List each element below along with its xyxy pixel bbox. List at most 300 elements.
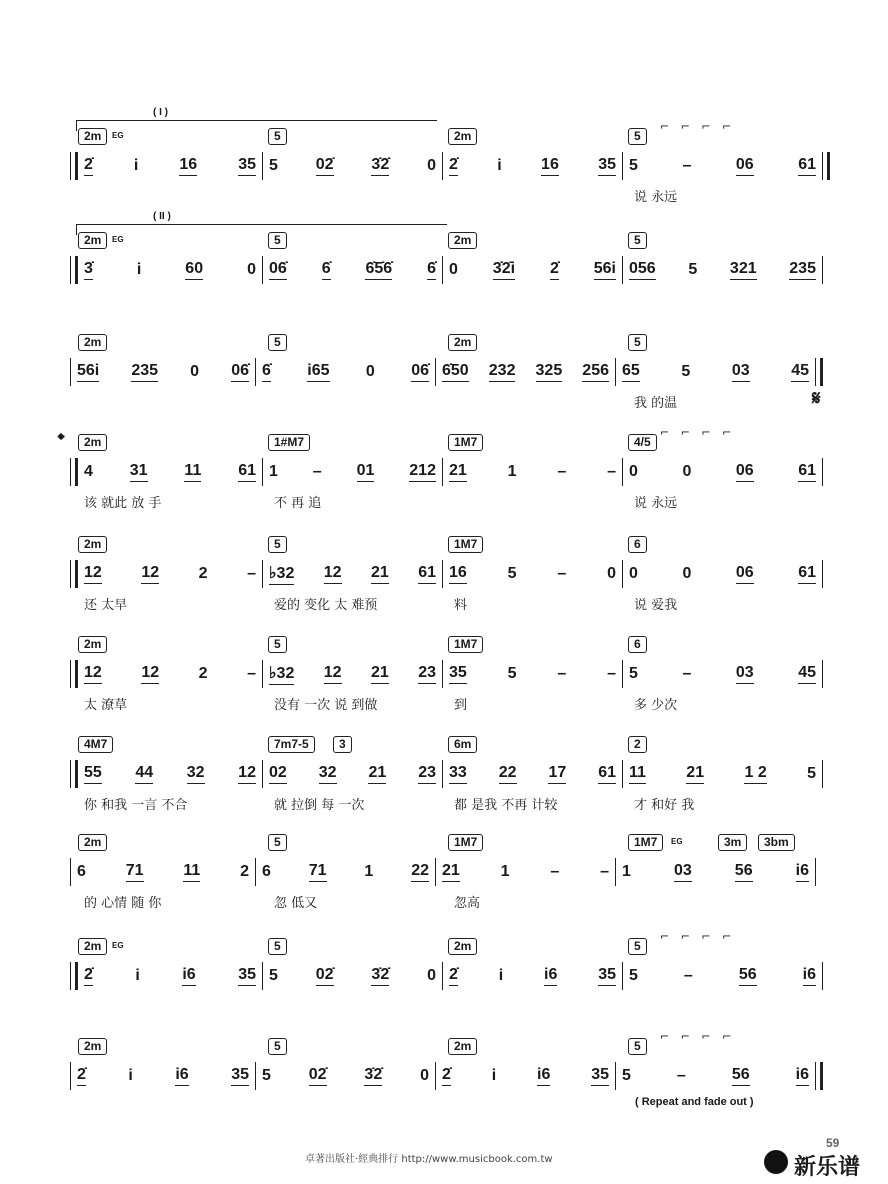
note: i6 [544, 966, 557, 986]
note: 2̇ [550, 260, 559, 280]
measure [442, 458, 622, 486]
measure [622, 560, 822, 588]
chord-symbol: 2m [78, 938, 107, 955]
measure [622, 660, 822, 688]
notes-row [70, 660, 840, 688]
note: 0 [420, 1066, 429, 1084]
notes-row [70, 256, 840, 284]
chord-symbol: 5 [268, 536, 287, 553]
chord-symbol: 2 [628, 736, 647, 753]
chord-symbol: 4M7 [78, 736, 113, 753]
staff-system [58, 426, 840, 526]
note: 01 [357, 462, 375, 482]
measure [442, 760, 622, 788]
lyric-text: 还 太早 [84, 598, 128, 613]
note: ♭32 [269, 563, 294, 585]
note: 35 [238, 156, 256, 176]
chord-symbol: 6 [628, 536, 647, 553]
measure [442, 152, 622, 180]
staff-system [70, 536, 840, 628]
measure [262, 660, 442, 688]
note: 256 [582, 362, 609, 382]
measure [442, 660, 622, 688]
chord-symbol: 2m [448, 232, 477, 249]
measure [255, 1062, 435, 1090]
chord-symbol: 3bm [758, 834, 795, 851]
chord-row [70, 636, 840, 656]
measure [435, 358, 615, 386]
note: 3̇2̇ [371, 156, 389, 176]
note: i [133, 156, 139, 174]
measure [78, 256, 262, 284]
note: – [557, 564, 567, 582]
note: 4 [84, 462, 93, 480]
measure [442, 256, 622, 284]
note: 6̇5̇6̇ [365, 260, 392, 280]
note: 32 [187, 764, 205, 784]
measure [435, 1062, 615, 1090]
strum-pattern-icon: ⌐ ⌐ ⌐ ⌐ [660, 120, 736, 133]
end-barline [822, 660, 823, 688]
note: 5 [507, 564, 517, 582]
measure [262, 256, 442, 284]
note: i6 [537, 1066, 550, 1086]
end-barline [822, 560, 823, 588]
chord-symbol: 5 [268, 938, 287, 955]
lyric-text: 说 永远 [634, 190, 678, 205]
eg-marker: EG [112, 131, 124, 140]
lyric-text: 说 永远 [634, 496, 678, 511]
measure [262, 962, 442, 990]
note: 0 [427, 966, 436, 984]
chord-symbol: 1M7 [448, 834, 483, 851]
chord-symbol: 4/5 [628, 434, 657, 451]
lyric-text: 料 [454, 598, 468, 613]
note: 21 [449, 462, 467, 482]
chord-symbol: 1#M7 [268, 434, 310, 451]
chord-symbol: 6 [628, 636, 647, 653]
note: i [491, 1066, 497, 1084]
staff-system [70, 211, 840, 324]
chord-symbol: 2m [78, 636, 107, 653]
note: – [682, 664, 692, 682]
note: 60 [185, 260, 203, 280]
note: 5 [622, 1066, 631, 1084]
start-barline [70, 560, 78, 588]
lyric-text: 都 是我 不再 计较 [454, 798, 558, 813]
staff-system [70, 334, 840, 426]
note: 1 [500, 862, 510, 880]
chord-symbol: 1M7 [448, 536, 483, 553]
start-barline [70, 152, 78, 180]
note: 5 [688, 260, 698, 278]
measure [442, 560, 622, 588]
note: 12 [238, 764, 256, 784]
end-barline [822, 760, 823, 788]
measure [442, 962, 622, 990]
notes-row [70, 858, 840, 886]
note: 17 [548, 764, 566, 784]
note: 12 [84, 564, 102, 584]
chord-symbol: 2m [448, 938, 477, 955]
lyric-text: 就 拉倒 每 一次 [274, 798, 365, 813]
chord-row [70, 536, 840, 556]
note: 06 [736, 156, 754, 176]
note: – [557, 664, 567, 682]
note: 2̇ [84, 966, 93, 986]
lyric-text: 该 就此 放 手 [84, 496, 162, 511]
staff-system [70, 736, 840, 828]
note: 3̇2̇ [364, 1066, 382, 1086]
note: 02̇ [309, 1066, 327, 1086]
note: 5 [507, 664, 517, 682]
note: 21 [442, 862, 460, 882]
note: 232 [489, 362, 516, 382]
end-barline [815, 1062, 823, 1090]
note: 35 [449, 664, 467, 684]
note: 03 [732, 362, 750, 382]
note: ♭32 [269, 663, 294, 685]
note: 32 [319, 764, 337, 784]
note: 21 [371, 564, 389, 584]
chord-row [70, 1030, 840, 1058]
note: 5 [807, 764, 816, 782]
note: 0 [682, 462, 692, 480]
note: 3̇ [84, 260, 93, 280]
note: 1 [364, 862, 374, 880]
end-barline [815, 858, 816, 886]
note: 12 [324, 664, 342, 684]
measure [78, 660, 262, 688]
note: 5 [629, 156, 638, 174]
note: 61 [418, 564, 436, 584]
note: 61 [238, 462, 256, 482]
note: 71 [309, 862, 327, 882]
volta-label: ( I ) [153, 107, 168, 118]
lyrics-row [70, 694, 840, 714]
lyric-text: 多 少次 [634, 698, 678, 713]
lyric-text: 不 再 追 [274, 496, 322, 511]
note: 5 [269, 966, 278, 984]
note: 2̇ [449, 156, 458, 176]
note: 56 [732, 1066, 750, 1086]
chord-row [70, 426, 840, 454]
note: 06̇ [269, 260, 287, 280]
note: 325 [536, 362, 563, 382]
chord-symbol: 5 [268, 128, 287, 145]
strum-pattern-icon: ⌐ ⌐ ⌐ ⌐ [660, 1030, 736, 1043]
note: 02̇ [316, 966, 334, 986]
note: – [683, 966, 693, 984]
staff-system [70, 834, 840, 926]
note: 22 [499, 764, 517, 784]
measure [255, 858, 435, 886]
note: – [247, 564, 256, 582]
lyrics-row [70, 290, 840, 310]
note: 1 [622, 862, 631, 880]
chord-symbol: 2m [78, 834, 107, 851]
measure [615, 858, 815, 886]
note: 056 [629, 260, 656, 280]
chord-symbol: 5 [628, 1038, 647, 1055]
measure [262, 152, 442, 180]
chord-row [70, 107, 840, 148]
volta-bracket [76, 211, 447, 235]
note: 5 [681, 362, 691, 380]
note: 16 [541, 156, 559, 176]
measure [622, 962, 822, 990]
note: 02̇ [316, 156, 334, 176]
volta-bracket [76, 107, 437, 131]
note: 1 2 [744, 764, 766, 784]
end-barline [822, 256, 823, 284]
measure [435, 858, 615, 886]
note: 2 [198, 664, 208, 682]
publisher-footer: 卓著出版社‧經典排行 http://www.musicbook.com.tw [305, 1154, 553, 1165]
start-barline [70, 458, 78, 486]
coda-icon: 𝄌 [58, 430, 65, 451]
page-number: 59 [826, 1136, 840, 1150]
note: 2̇ [77, 1066, 86, 1086]
chord-symbol: 2m [78, 1038, 107, 1055]
note: 6 [262, 862, 271, 880]
repeat-instruction: ( Repeat and fade out ) [635, 1096, 754, 1108]
note: – [600, 862, 609, 880]
note: 6̇ [322, 260, 331, 280]
note: 212 [409, 462, 436, 482]
note: i6 [175, 1066, 188, 1086]
note: 5 [629, 966, 638, 984]
note: 12 [141, 664, 159, 684]
chord-symbol: 1M7 [628, 834, 663, 851]
notes-row [70, 1062, 840, 1090]
eg-marker: EG [671, 837, 683, 846]
eg-marker: EG [112, 235, 124, 244]
chord-symbol: 6m [448, 736, 477, 753]
note: 3̇2̇i [493, 260, 515, 280]
note: 2̇ [442, 1066, 451, 1086]
note: 45 [798, 664, 816, 684]
strum-pattern-icon: ⌐ ⌐ ⌐ ⌐ [660, 426, 736, 439]
note: 0 [682, 564, 692, 582]
note: 61 [798, 462, 816, 482]
measure [622, 458, 822, 486]
measure [78, 560, 262, 588]
lyrics-row [70, 794, 840, 814]
measure [78, 458, 262, 486]
lyric-text: 忽 低又 [274, 896, 318, 911]
note: 55 [84, 764, 102, 784]
staff-system [70, 107, 840, 220]
chord-symbol: 5 [268, 334, 287, 351]
note: 6̇50 [442, 362, 469, 382]
chord-symbol: 2m [448, 334, 477, 351]
chord-row [70, 736, 840, 756]
note: 44 [135, 764, 153, 784]
note: i [497, 156, 502, 174]
start-barline [70, 962, 78, 990]
note: 16 [179, 156, 197, 176]
measure [622, 256, 822, 284]
note: 23 [418, 664, 436, 684]
start-barline [70, 660, 78, 688]
note: 5 [262, 1066, 271, 1084]
end-barline [815, 358, 823, 386]
note: 71 [126, 862, 144, 882]
note: – [607, 462, 616, 480]
measure [78, 760, 262, 788]
note: 06 [736, 564, 754, 584]
lyrics-row [70, 186, 840, 206]
measure [615, 1062, 815, 1090]
lyric-text: 的 心情 随 你 [84, 896, 162, 911]
chord-symbol: 2m [78, 128, 107, 145]
eg-marker: EG [112, 941, 124, 950]
chord-symbol: 5 [628, 334, 647, 351]
lyric-text: 你 和我 一言 不合 [84, 798, 188, 813]
lyrics-row [70, 392, 840, 412]
note: i65 [307, 362, 329, 382]
chord-symbol: 2m [448, 128, 477, 145]
notes-row [70, 962, 840, 990]
note: 31 [130, 462, 148, 482]
note: – [676, 1066, 686, 1084]
note: 1 [269, 462, 278, 480]
lyric-text: 太 潦草 [84, 698, 128, 713]
note: 321 [730, 260, 757, 280]
note: i6 [796, 1066, 809, 1086]
measure [255, 358, 435, 386]
note: 03 [674, 862, 692, 882]
note: 3̇2̇ [371, 966, 389, 986]
staff-system [70, 930, 840, 1030]
note: 21 [368, 764, 386, 784]
note: 6 [77, 862, 86, 880]
lyric-text: 到 [454, 698, 468, 713]
note: i6 [182, 966, 195, 986]
segno-icon: 𝄋 [812, 386, 821, 410]
lyric-text: 忽高 [454, 896, 481, 911]
chord-symbol: 2m [448, 1038, 477, 1055]
note: 0 [629, 564, 638, 582]
note: 6̇ [427, 260, 436, 280]
brand-name: 新乐谱 [794, 1155, 861, 1180]
staff-system [70, 636, 840, 728]
note: i [135, 966, 140, 984]
chord-symbol: 5 [628, 232, 647, 249]
notes-row [70, 560, 840, 588]
note: 5 [269, 156, 278, 174]
measure [262, 458, 442, 486]
measure [71, 858, 255, 886]
note: i [136, 260, 142, 278]
note: 11 [629, 764, 646, 784]
measure [71, 358, 255, 386]
chord-row [70, 334, 840, 354]
end-barline [822, 458, 823, 486]
note: 12 [324, 564, 342, 584]
lyric-text: 才 和好 我 [634, 798, 695, 813]
staff-system [70, 1030, 840, 1130]
notes-row [70, 358, 840, 386]
note: 06 [736, 462, 754, 482]
note: 35 [598, 156, 616, 176]
note: 65 [622, 362, 640, 382]
note: 45 [791, 362, 809, 382]
note: 06̇ [411, 362, 429, 382]
chord-symbol: 2m [78, 434, 107, 451]
note: 0 [190, 362, 200, 380]
note: 11 [183, 862, 200, 882]
note: 0 [247, 260, 256, 278]
start-barline [70, 760, 78, 788]
note: 2 [198, 564, 208, 582]
note: 33 [449, 764, 467, 784]
note: 11 [184, 462, 201, 482]
note: i6 [803, 966, 816, 986]
measure [262, 560, 442, 588]
note: 03 [736, 664, 754, 684]
notes-row [70, 458, 840, 486]
note: i [498, 966, 504, 984]
note: 35 [598, 966, 616, 986]
chord-row [70, 930, 840, 958]
chord-row [70, 211, 840, 252]
lyric-text: 爱的 变化 太 难预 [274, 598, 378, 613]
measure [615, 358, 815, 386]
note: i [128, 1066, 133, 1084]
chord-symbol: 5 [268, 1038, 287, 1055]
lyrics-row [70, 594, 840, 614]
note: 56i [594, 260, 616, 280]
note: i6 [796, 862, 809, 882]
note: 0 [365, 362, 375, 380]
strum-pattern-icon: ⌐ ⌐ ⌐ ⌐ [660, 930, 736, 943]
note: 1 [507, 462, 517, 480]
note: 12 [141, 564, 159, 584]
note: – [550, 862, 560, 880]
note: – [247, 664, 256, 682]
note: 0 [449, 260, 458, 278]
note: 56i [77, 362, 99, 382]
end-barline [822, 152, 830, 180]
measure [262, 760, 442, 788]
notes-row [70, 760, 840, 788]
chord-symbol: 1M7 [448, 636, 483, 653]
note: 35 [231, 1066, 249, 1086]
chord-symbol: 3 [333, 736, 352, 753]
note: 21 [686, 764, 704, 784]
measure [78, 962, 262, 990]
note: 12 [84, 664, 102, 684]
lyric-text: 我 的温 [634, 396, 678, 411]
note: 2̇ [84, 156, 93, 176]
notes-row [70, 152, 840, 180]
measure [71, 1062, 255, 1090]
note: 61 [798, 156, 816, 176]
note: 61 [798, 564, 816, 584]
note: 35 [591, 1066, 609, 1086]
note: 61 [598, 764, 616, 784]
volta-label: ( II ) [153, 211, 171, 222]
note: 2 [240, 862, 249, 880]
chord-symbol: 2m [78, 232, 107, 249]
lyrics-row [70, 892, 840, 912]
note: 56 [739, 966, 757, 986]
note: – [682, 156, 692, 174]
note: 5 [629, 664, 638, 682]
note: 2̇ [449, 966, 458, 986]
